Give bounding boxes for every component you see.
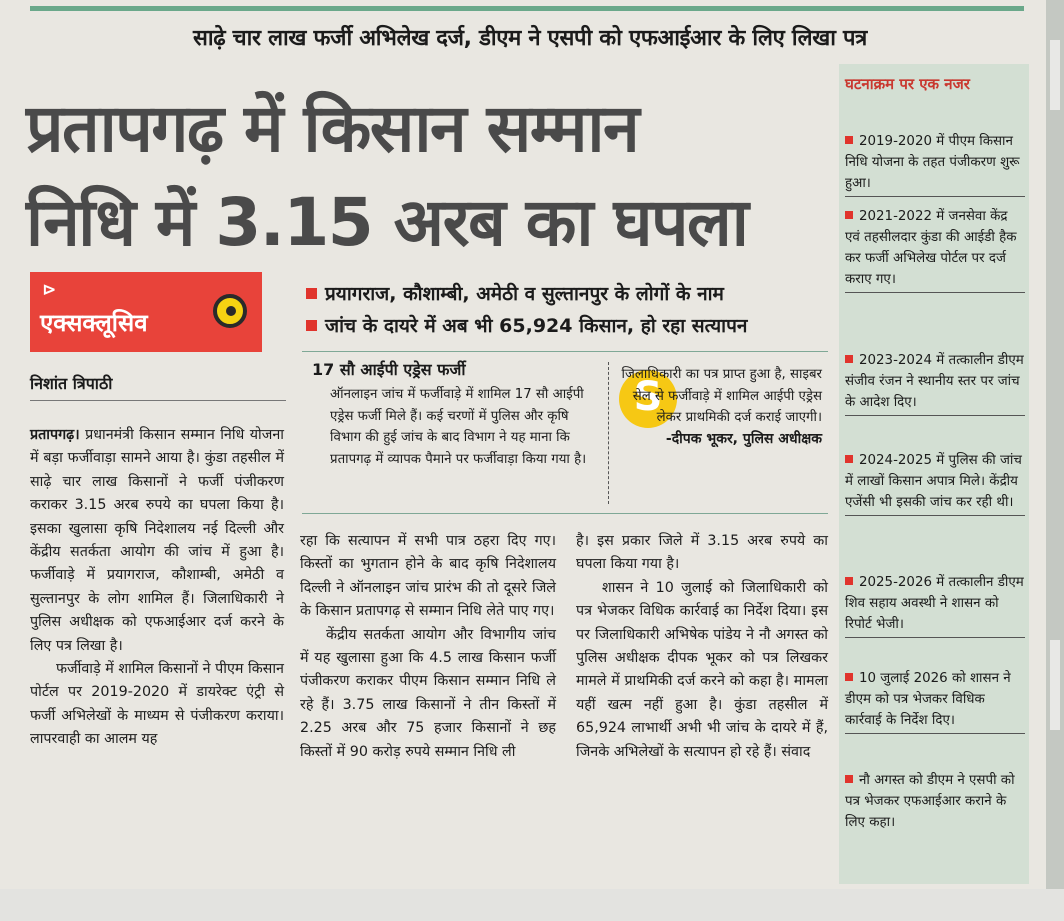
exclusive-badge bbox=[30, 272, 262, 352]
timeline-bullet-icon bbox=[845, 455, 853, 463]
timeline-bullet-icon bbox=[845, 577, 853, 585]
article-paragraph: है। इस प्रकार जिले में 3.15 अरब रुपये का घपला किया गया है। bbox=[576, 533, 828, 573]
timeline-item: नौ अगस्त को डीएम ने एसपी को पत्र भेजकर एफआईआर कराने के लिए कहा। bbox=[845, 773, 1015, 830]
exclusive-label: एक्सक्लूसिव bbox=[40, 309, 148, 337]
page-bottom-edge bbox=[0, 889, 1064, 921]
timeline-item: 2021-2022 में जनसेवा केंद्र एवं तहसीलदार कुंडा की आईडी हैक कर फर्जी अभिलेख पोर्टल पर दर्ज कराए गए। bbox=[845, 206, 1025, 293]
timeline-bullet-icon bbox=[845, 355, 853, 363]
main-headline bbox=[26, 82, 826, 270]
sp-quote-attribution: -दीपक भूकर, पुलिस अधीक्षक bbox=[665, 430, 822, 447]
page-edge bbox=[1046, 0, 1064, 921]
summary-bullet: प्रयागराज, कौशाम्बी, अमेठी व सुल्तानपुर के लोगों के नाम bbox=[306, 278, 826, 310]
timeline-bullet-icon bbox=[845, 673, 853, 681]
timeline-item: 2025-2026 में तत्कालीन डीएम शिव सहाय अवस्थी ने शासन को रिपोर्ट भेजी। bbox=[845, 572, 1025, 638]
article-column-3 bbox=[576, 530, 828, 764]
article-paragraph: प्रतापगढ़। प्रधानमंत्री किसान सम्मान निधि योजना में बड़ा फर्जीवाड़ा सामने आया है। कुंडा तहसील में साढ़े चार लाख किसानों ने फर्जी पंजीकरण कराकर 3.15 अरब रुपये का घपला किया है। इसका खुलासा कृषि निदेशालय नई दिल्ली और केंद्रीय सतर्कता आयोग की जांच में हुआ है। फर्जीवाड़े में प्रयागराज, कौशाम्बी, अमेठी व सुल्तानपुर के लोग शामिल हैं। जिलाधिकारी ने पुलिस अधीक्षक को एफआईआर दर्ज करने के लिए पत्र लिखा है। bbox=[30, 427, 284, 654]
byline-divider bbox=[30, 400, 286, 401]
article-paragraph: फर्जीवाड़े में शामिल किसानों ने पीएम किसान पोर्टल पर 2019-2020 में डायरेक्ट एंट्री से फर्जी अभिलेखों के माध्यम से पंजीकरण कराया। लापरवाही का आलम यह bbox=[30, 661, 284, 748]
kicker-headline: साढ़े चार लाख फर्जी अभिलेख दर्ज, डीएम ने एसपी को एफआईआर के लिए लिखा पत्र bbox=[192, 26, 868, 51]
article-paragraph: रहा कि सत्यापन में सभी पात्र ठहरा दिए गए। किस्तों का भुगतान होने के बाद कृषि निदेशालय दिल्ली ने ऑनलाइन जांच प्रारंभ की तो दूसरे जिले के किसान प्रतापगढ़ से सम्मान निधि लेते पाए गए। bbox=[300, 533, 556, 620]
box-separator bbox=[608, 362, 609, 504]
bullet-square-icon bbox=[306, 320, 317, 331]
timeline-item: 10 जुलाई 2026 को शासन ने डीएम को पत्र भेजकर विधिक कार्रवाई के निर्देश दिए। bbox=[845, 668, 1025, 734]
sp-quote-text: जिलाधिकारी का पत्र प्राप्त हुआ है, साइबर सेल से फर्जीवाड़े में शामिल आईपी एड्रेस लेकर प्राथमिकी दर्ज कराई जाएगी। bbox=[621, 367, 822, 425]
ip-box-body: ऑनलाइन जांच में फर्जीवाड़े में शामिल 17 सौ आईपी एड्रेस फर्जी मिले हैं। कई चरणों में पुलिस और कृषि विभाग की हुई जांच के बाद विभाग ने यह माना कि प्रतापगढ़ में व्यापक पैमाने पर फर्जीवाड़ा किया गया है। bbox=[330, 387, 587, 467]
exclusive-mark-icon: ⊳ bbox=[42, 280, 57, 300]
timeline-item: 2024-2025 में पुलिस की जांच में लाखों किसान अपात्र मिले। केंद्रीय एजेंसी भी इसकी जांच कर रही थी। bbox=[845, 450, 1025, 516]
sp-quote-box bbox=[612, 364, 822, 450]
headline-line-2: निधि में 3.15 अरब का घपला bbox=[26, 184, 748, 261]
article-column-2 bbox=[300, 530, 556, 764]
timeline-title: घटनाक्रम पर एक नजर bbox=[845, 75, 970, 93]
timeline-bullet-icon bbox=[845, 211, 853, 219]
byline: निशांत त्रिपाठी bbox=[30, 374, 113, 393]
headline-line-1: प्रतापगढ़ में किसान सम्मान bbox=[26, 90, 639, 167]
timeline-bullet-icon bbox=[845, 136, 853, 144]
article-paragraph: केंद्रीय सतर्कता आयोग और विभागीय जांच में यह खुलासा हुआ कि 4.5 लाख किसान फर्जी पंजीकरण कराकर पीएम किसान सम्मान निधि ले रहे हैं। 3.75 लाख किसानों ने तीन किस्तों में 2.25 अरब और 75 हजार किसानों ने छह किस्तों में 90 करोड़ रुपये सम्मान निधि ली bbox=[300, 626, 556, 760]
timeline-item: 2023-2024 में तत्कालीन डीएम संजीव रंजन ने स्थानीय स्तर पर जांच के आदेश दिए। bbox=[845, 350, 1025, 416]
magnifier-icon bbox=[213, 294, 247, 328]
article-column-1 bbox=[30, 424, 284, 752]
ip-address-box bbox=[312, 358, 590, 470]
article-paragraph: शासन ने 10 जुलाई को जिलाधिकारी को पत्र भेजकर विधिक कार्रवाई का निर्देश दिया। इस पर जिलाधिकारी अभिषेक पांडेय ने नौ अगस्त को पुलिस अधीक्षक दीपक भूकर को पत्र लिखकर मामले में प्राथमिकी दर्ज करने को कहा है। मामला यहीं खत्म नहीं हुआ है। कुंडा तहसील में 65,924 लाभार्थी अभी भी जांच के दायरे में हैं, जिनके अभिलेखों के सत्यापन हो रहे हैं। संवाद bbox=[576, 579, 828, 760]
top-rule bbox=[30, 6, 1024, 11]
ip-box-title: 17 सौ आईपी एड्रेस फर्जी bbox=[312, 360, 466, 379]
timeline-item: 2019-2020 में पीएम किसान निधि योजना के तहत पंजीकरण शुरू हुआ। bbox=[845, 131, 1025, 197]
timeline-bullet-icon bbox=[845, 775, 853, 783]
summary-bullets bbox=[306, 278, 826, 342]
bullet-square-icon bbox=[306, 288, 317, 299]
dateline: प्रतापगढ़। bbox=[30, 427, 80, 443]
summary-bullet: जांच के दायरे में अब भी 65,924 किसान, हो रहा सत्यापन bbox=[306, 310, 826, 342]
